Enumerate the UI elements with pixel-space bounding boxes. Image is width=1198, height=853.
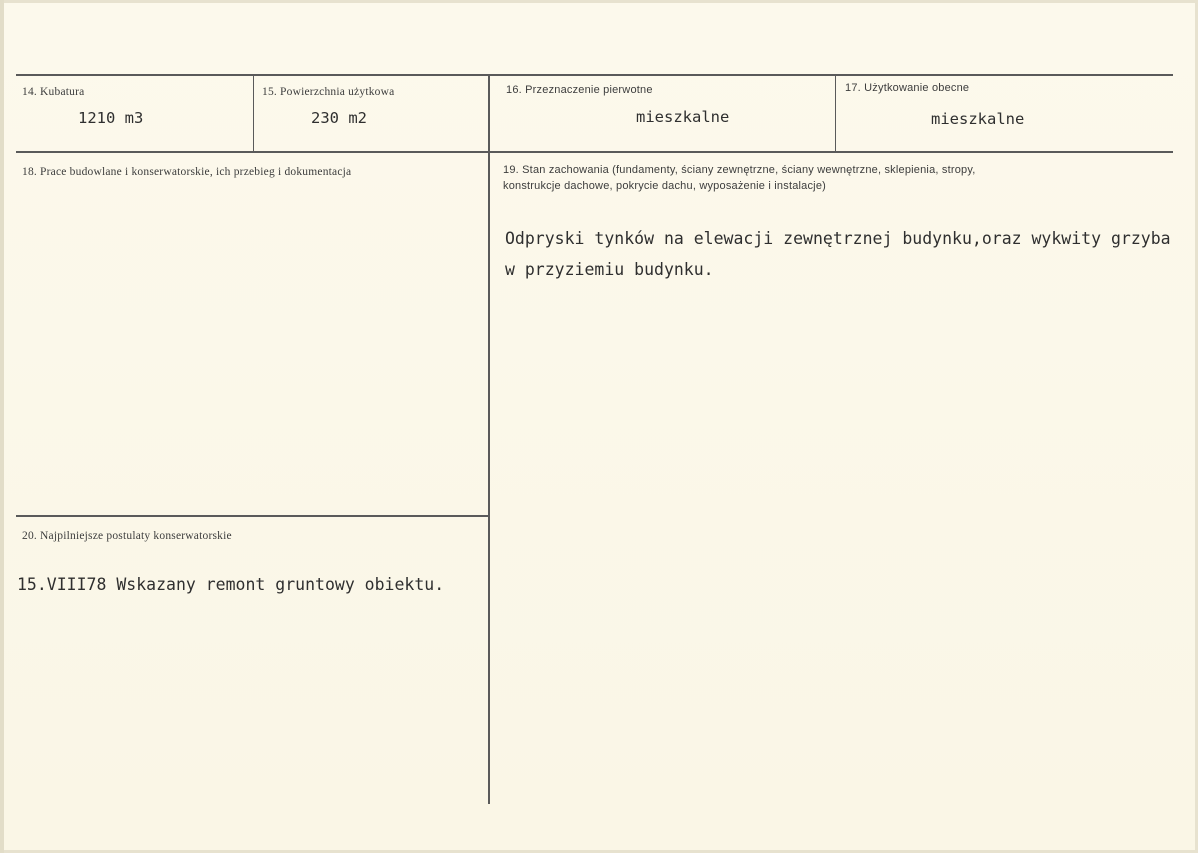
row1-bottom-rule	[16, 151, 1173, 153]
field-20-text: 15.VIII78 Wskazany remont gruntowy obiektu.	[17, 575, 445, 594]
divider-14-15	[253, 75, 254, 152]
field-19-label-line2: konstrukcje dachowe, pokrycie dachu, wyposażenie i instalacje)	[503, 180, 827, 192]
field-16-label: 16. Przeznaczenie pierwotne	[506, 84, 653, 96]
field-19-text-line2: w przyziemiu budynku.	[505, 260, 714, 279]
field-18-label: 18. Prace budowlane i konserwatorskie, ich przebieg i dokumentacja	[22, 166, 352, 178]
top-rule	[16, 74, 1173, 76]
field-16-value: mieszkalne	[636, 108, 730, 126]
card-edge	[0, 0, 4, 853]
field-15-value: 230 m2	[311, 109, 367, 127]
divider-15-16	[488, 75, 490, 804]
field-15-label: 15. Powierzchnia użytkowa	[262, 86, 395, 98]
field-20-label: 20. Najpilniejsze postulaty konserwatorskie	[22, 530, 232, 542]
field-14-label: 14. Kubatura	[22, 86, 85, 98]
divider-16-17	[835, 75, 836, 152]
field-14-value: 1210 m3	[78, 109, 144, 127]
field-17-value: mieszkalne	[931, 110, 1025, 128]
field18-bottom-rule	[16, 515, 488, 517]
field-19-label-line1: 19. Stan zachowania (fundamenty, ściany zewnętrzne, ściany wewnętrzne, sklepienia, stropy,	[503, 164, 976, 176]
field-17-label: 17. Użytkowanie obecne	[845, 82, 970, 94]
field-19-text-line1: Odpryski tynków na elewacji zewnętrznej budynku,oraz wykwity grzyba	[505, 229, 1171, 248]
